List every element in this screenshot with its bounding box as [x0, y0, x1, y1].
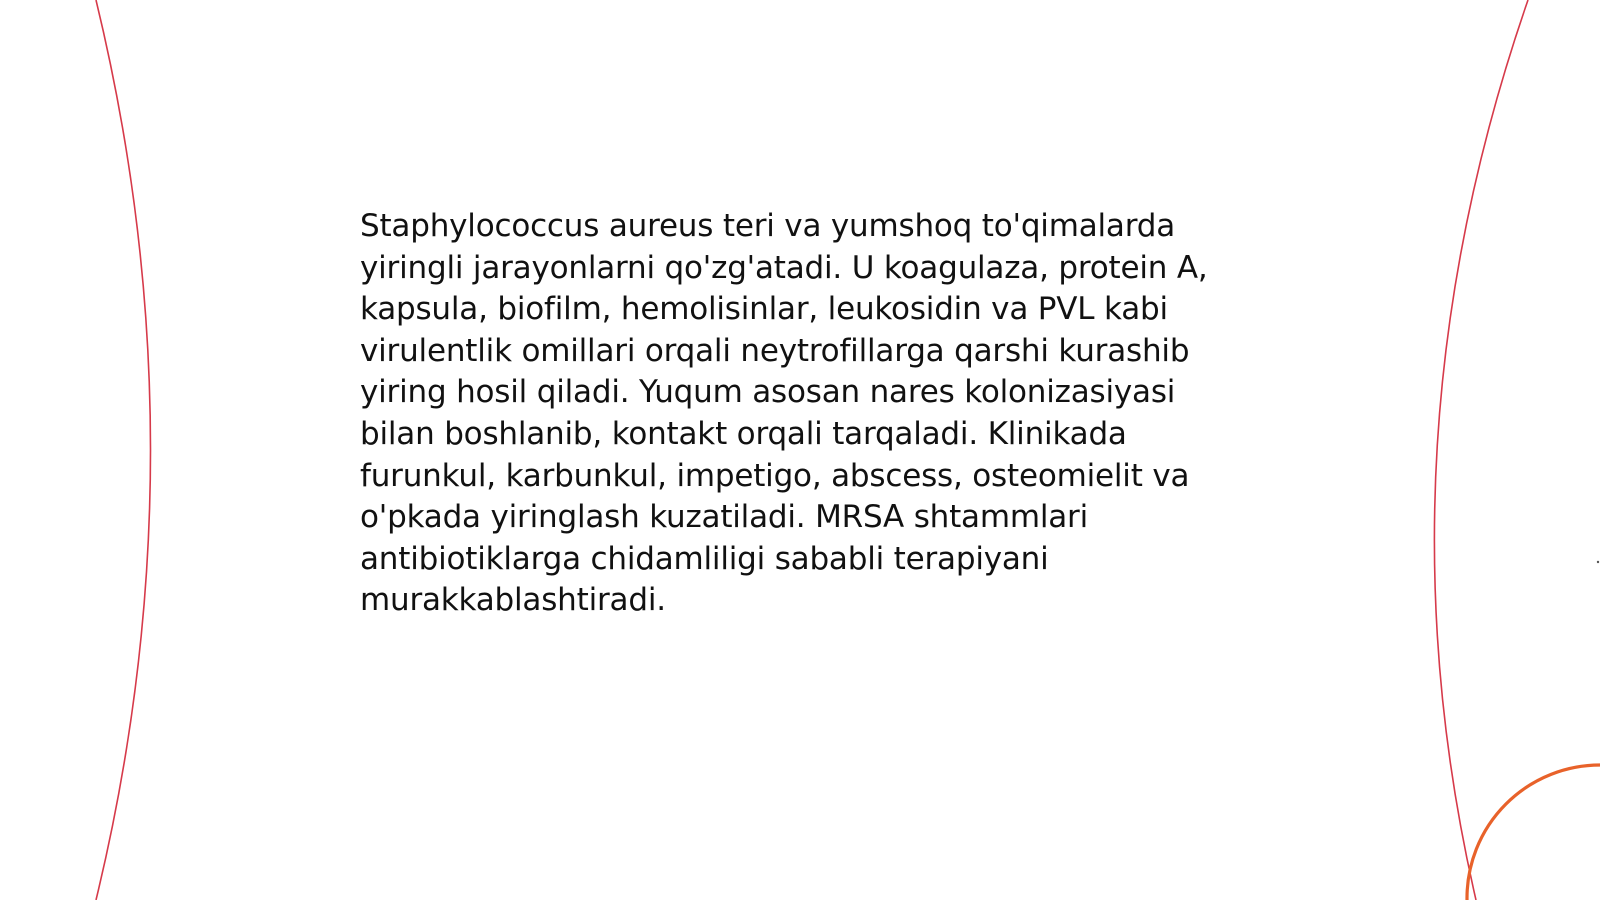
edge-dot — [1597, 561, 1599, 563]
right-arc-line — [1434, 0, 1528, 900]
slide-body-text: Staphylococcus aureus teri va yumshoq to'qimalarda yiringli jarayonlarni qo'zg'atadi. U koagulaza, protein A, kapsula, biofilm, hemolisinlar, leukosidin va PVL kabi virulentlik omillari orqali neytrofillarga qarshi kurashib yiring hosil qiladi. Yuqum asosan nares kolonizasiyasi bilan boshlanib, kontakt orqali tarqaladi. Klinikada furunkul, karbunkul, impetigo, abscess, osteomielit va o'pkada yiringlash kuzatiladi. MRSA shtammlari antibiotiklarga chidamliligi sababli terapiyani murakkablashtiradi. — [360, 208, 1208, 619]
left-arc-line — [96, 0, 151, 900]
accent-ring — [1467, 765, 1600, 900]
